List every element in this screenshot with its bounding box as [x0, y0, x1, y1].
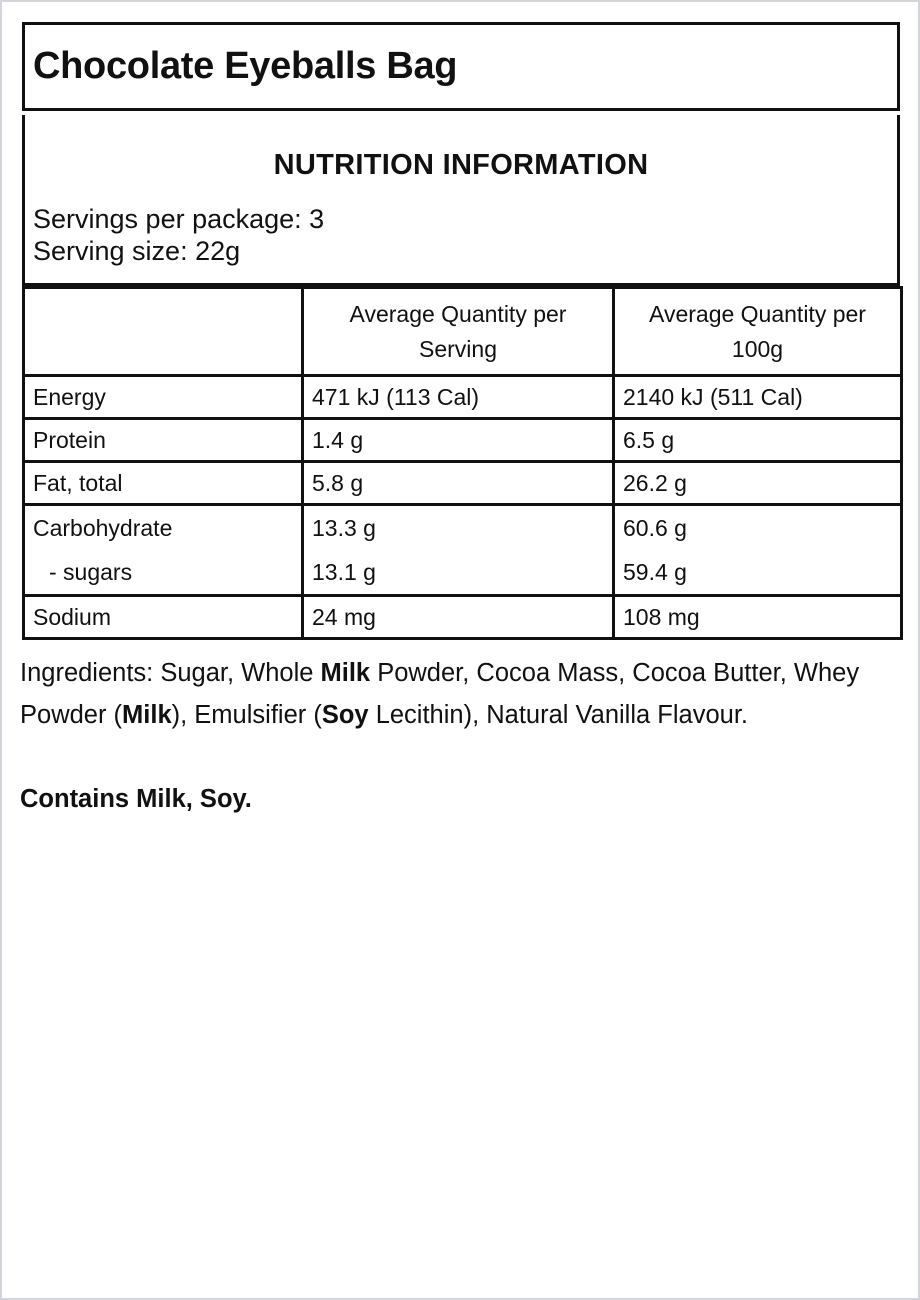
product-title: Chocolate Eyeballs Bag: [22, 22, 900, 111]
nutrition-heading: NUTRITION INFORMATION: [273, 149, 649, 181]
nutrient-name: Protein: [24, 419, 303, 462]
nutrient-name: Sodium: [24, 596, 303, 639]
header-cell-per-100g: Average Quantity per 100g: [614, 288, 902, 376]
allergen-highlight: Milk: [320, 659, 371, 687]
nutrient-name: Fat, total: [24, 462, 303, 505]
sub-per-100g-value: 59.4 g: [623, 559, 687, 585]
nutrition-panel: [22, 22, 900, 640]
per-100g-value: 6.5 g: [614, 419, 902, 462]
per-serving-value: 471 kJ (113 Cal): [303, 376, 614, 419]
table-row-sodium: [24, 596, 902, 639]
ingredients-part: Powder, Cocoa Mass, Cocoa Butter, Whey Powder (: [20, 659, 860, 729]
ingredients-part: Ingredients: Sugar, Whole: [20, 659, 321, 687]
nutrient-name-cell: [24, 505, 303, 596]
ingredients-text: [20, 652, 890, 736]
per-serving-value: 24 mg: [303, 596, 614, 639]
header-cell-nutrient: [24, 288, 303, 376]
per-serving-value: 5.8 g: [303, 462, 614, 505]
table-row-energy: [24, 376, 902, 419]
header-cell-per-serving: Average Quantity per Serving: [303, 288, 614, 376]
sub-per-serving-value: 13.1 g: [312, 559, 376, 585]
nutrition-info-box: [22, 115, 900, 286]
allergen-highlight: Soy: [321, 701, 369, 729]
table-row-fat: [24, 462, 902, 505]
allergen-highlight: Milk: [122, 701, 172, 729]
ingredients-part: Lecithin), Natural Vanilla Flavour.: [368, 701, 748, 729]
per-100g-value: 2140 kJ (511 Cal): [614, 376, 902, 419]
allergen-statement: Contains Milk, Soy.: [20, 785, 252, 813]
per-100g-value: 60.6 g: [623, 515, 687, 541]
table-header-row: [24, 288, 902, 376]
serving-size: Serving size: 22g: [33, 236, 241, 266]
nutrient-name: Energy: [24, 376, 303, 419]
table-row-carbohydrate: [24, 505, 902, 596]
per-100g-value: 26.2 g: [614, 462, 902, 505]
per-100g-cell: [614, 505, 902, 596]
ingredients-part: ), Emulsifier (: [171, 701, 322, 729]
nutrient-name: Carbohydrate: [33, 515, 173, 541]
servings-per-package: Servings per package: 3: [33, 204, 325, 234]
per-serving-cell: [303, 505, 614, 596]
per-serving-value: 1.4 g: [303, 419, 614, 462]
sub-nutrient-name: - sugars: [49, 559, 133, 585]
per-serving-value: 13.3 g: [312, 515, 376, 541]
per-100g-value: 108 mg: [614, 596, 902, 639]
table-row-protein: [24, 419, 902, 462]
nutrition-table: [22, 286, 903, 640]
